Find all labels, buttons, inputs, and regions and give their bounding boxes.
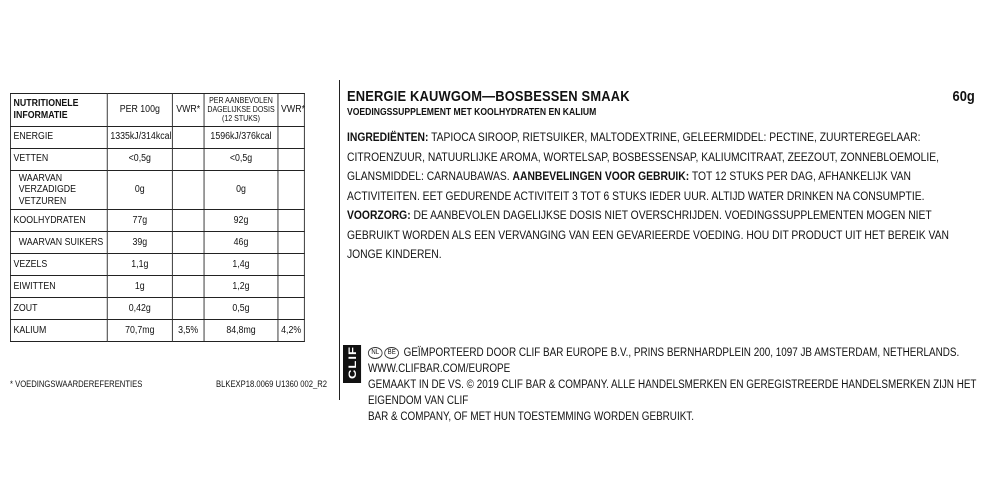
value-per-100g: <0,5g (107, 148, 172, 170)
nutrition-row (10, 298, 304, 320)
nutrition-row (10, 210, 304, 232)
vwr-per-100g (172, 126, 204, 148)
nutrition-row (10, 254, 304, 276)
vwr-daily-dose: 4,2% (278, 320, 304, 342)
nutrition-row (10, 126, 304, 148)
caution-text: DE AANBEVOLEN DAGELIJKSE DOSIS NIET OVERSCHRIJDEN. VOEDINGSSUPPLEMENTEN MOGEN NIET GEBRUIKT WORDEN ALS EEN VERVANGING VAN EEN GEVARIEERDE VOEDING. HOU DIT PRODUCT UIT HET BEREIK VAN JONGE KINDEREN. (347, 208, 949, 261)
product-description (347, 128, 975, 265)
nutrient-name: ZOUT (10, 298, 107, 320)
ingredients-label: INGREDIËNTEN: (347, 130, 429, 144)
vwr-daily-dose (278, 170, 304, 210)
vwr-per-100g (172, 170, 204, 210)
usage-text: TOT 12 STUKS PER DAG, AFHANKELIJK VAN ACTIVITEITEN. EET GEDURENDE ACTIVITEIT 3 TOT 6 STUKS IEDER UUR. ALTIJD WATER DRINKEN NA CONSUMPTIE. (347, 169, 925, 203)
value-daily-dose: 46g (204, 232, 278, 254)
vwr-daily-dose (278, 126, 304, 148)
nutrition-body (10, 126, 304, 342)
value-daily-dose: 92g (204, 210, 278, 232)
nutrient-name: KOOLHYDRATEN (10, 210, 107, 232)
importer-line3: BAR & COMPANY, OF MET HUN TOESTEMMING WORDEN GEBRUIKT. (367, 411, 694, 423)
nutrition-row (10, 320, 304, 342)
caution-label: VOORZORG: (347, 208, 411, 222)
value-daily-dose: <0,5g (204, 148, 278, 170)
nutrition-row (10, 148, 304, 170)
clif-logo: CLIF (343, 345, 361, 383)
value-per-100g: 1335kJ/314kcal (107, 126, 172, 148)
nutrition-row (10, 276, 304, 298)
value-per-100g: 1g (107, 276, 172, 298)
usage-label: AANBEVELINGEN VOOR GEBRUIK: (512, 169, 690, 183)
vwr-per-100g (172, 276, 204, 298)
vwr-per-100g (172, 148, 204, 170)
vwr-footnote: * VOEDINGSWAARDEREFERENTIES (10, 379, 143, 389)
vwr-daily-dose (278, 276, 304, 298)
product-info (347, 88, 975, 265)
vwr-daily-dose (278, 254, 304, 276)
nl-badge: NL (368, 347, 383, 359)
nutrition-table (10, 93, 305, 342)
divider (339, 80, 340, 400)
importer-info (343, 345, 979, 425)
header-daily-dose: PER AANBEVOLEN DAGELIJKSE DOSIS (12 STUKS) (204, 94, 278, 127)
value-daily-dose: 0,5g (204, 298, 278, 320)
value-per-100g: 0g (107, 170, 172, 210)
nutrition-header-row (10, 94, 304, 127)
vwr-daily-dose (278, 298, 304, 320)
nutrition-row (10, 232, 304, 254)
vwr-per-100g (172, 232, 204, 254)
importer-line2: GEMAAKT IN DE VS. © 2019 CLIF BAR & COMPANY. ALLE HANDELSMERKEN EN GEREGISTREERDE HANDELSMERKEN ZIJN HET EIGENDOM VAN CLIF (367, 379, 977, 407)
vwr-daily-dose (278, 148, 304, 170)
vwr-per-100g (172, 254, 204, 276)
vwr-per-100g (172, 298, 204, 320)
header-vwr-daily: VWR* (278, 94, 304, 127)
nutrient-name: VEZELS (10, 254, 107, 276)
vwr-daily-dose (278, 232, 304, 254)
value-per-100g: 39g (107, 232, 172, 254)
be-badge: BE (384, 347, 399, 359)
vwr-per-100g: 3,5% (172, 320, 204, 342)
value-daily-dose: 84,8mg (204, 320, 278, 342)
importer-text (368, 345, 979, 425)
product-title: ENERGIE KAUWGOM—BOSBESSEN SMAAK (347, 88, 630, 105)
nutrient-name: ENERGIE (10, 126, 107, 148)
value-per-100g: 70,7mg (107, 320, 172, 342)
product-weight: 60g (952, 88, 975, 105)
ingredients-text: TAPIOCA SIROOP, RIETSUIKER, MALTODEXTRINE, GELEERMIDDEL: PECTINE, ZUURTEREGELAAR: CITROENZUUR, NATUURLIJKE AROMA, WORTELSAP, BOSBESSENSAP, KALIUMCITRAAT, ZEEZOUT, ZONNEBLOEMOLIE, GLANSMIDDEL: CARNAUBAWAS. (347, 130, 939, 183)
header-per-100g: PER 100g (107, 94, 172, 127)
vwr-daily-dose (278, 210, 304, 232)
nutrition-row (10, 170, 304, 210)
value-daily-dose: 1,2g (204, 276, 278, 298)
header-nutrition-info: NUTRITIONELE INFORMATIE (10, 94, 107, 127)
value-per-100g: 1,1g (107, 254, 172, 276)
value-daily-dose: 1596kJ/376kcal (204, 126, 278, 148)
vwr-per-100g (172, 210, 204, 232)
importer-line1: GEÏMPORTEERD DOOR CLIF BAR EUROPE B.V., PRINS BERNHARDPLEIN 200, 1097 JB AMSTERDAM, NETHERLANDS. WWW.CLIFBAR.COM/EUROPE (367, 347, 960, 375)
value-daily-dose: 1,4g (204, 254, 278, 276)
value-per-100g: 0,42g (107, 298, 172, 320)
nutrient-name: EIWITTEN (10, 276, 107, 298)
nutrient-name: VETTEN (10, 148, 107, 170)
product-subtitle: VOEDINGSSUPPLEMENT MET KOOLHYDRATEN EN KALIUM (347, 107, 597, 118)
value-per-100g: 77g (107, 210, 172, 232)
value-daily-dose: 0g (204, 170, 278, 210)
nutrient-name: WAARVAN SUIKERS (10, 232, 107, 254)
header-vwr: VWR* (172, 94, 204, 127)
product-code: BLKEXP18.0069 U1360 002_R2 (216, 379, 328, 389)
nutrient-name: KALIUM (10, 320, 107, 342)
nutrient-name: WAARVAN VERZADIGDE VETZUREN (10, 170, 107, 210)
